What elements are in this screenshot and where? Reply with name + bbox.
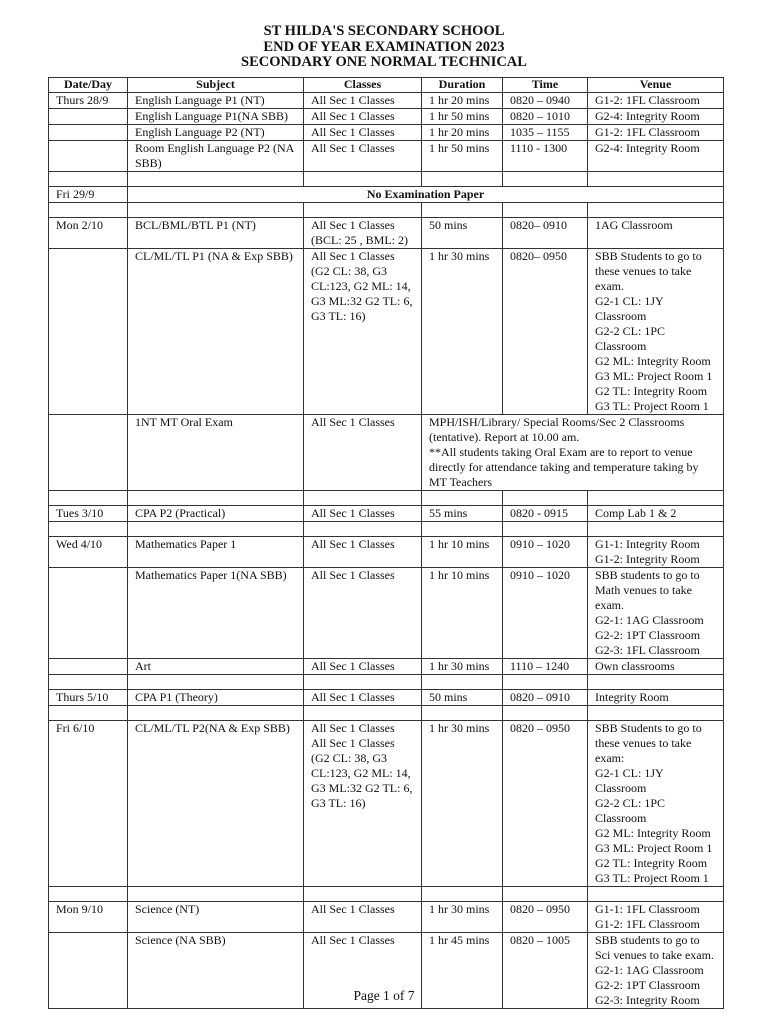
subject-cell: Art [128, 659, 304, 675]
venue-line: **All students taking Oral Exam are to report to venue directly for attendance taking and temperature taking by MT Teachers [429, 445, 699, 489]
time-cell: 0820– 0910 [503, 218, 588, 249]
document-header [0, 24, 768, 71]
venue-cell [588, 537, 724, 568]
duration-cell: 1 hr 30 mins [422, 659, 503, 675]
date-cell [49, 125, 128, 141]
venue-line: MPH/ISH/Library/ Special Rooms/Sec 2 Classrooms (tentative). Report at 10.00 am. [429, 415, 685, 444]
classes-cell: All Sec 1 Classes [304, 506, 422, 522]
venue-line: G1-1: 1FL Classroom [595, 902, 700, 916]
spacer-row [49, 706, 724, 721]
column-header-subject: Subject [128, 78, 304, 93]
venue-line: G2-2: 1PT Classroom [595, 978, 701, 992]
subject-cell: Mathematics Paper 1 [128, 537, 304, 568]
date-cell [49, 109, 128, 125]
venue-line: G1-1: Integrity Room [595, 537, 700, 551]
classes-cell: All Sec 1 Classes [304, 109, 422, 125]
spacer-row [49, 172, 724, 187]
subject-cell: Room English Language P2 (NA SBB) [128, 141, 304, 172]
duration-cell: 1 hr 20 mins [422, 93, 503, 109]
table-row [49, 249, 724, 415]
venue-line: G2-1 CL: 1JY Classroom [595, 294, 664, 323]
table-row [49, 187, 724, 203]
venue-line: G2-1: 1AG Classroom [595, 963, 704, 977]
time-cell: 0820 – 0950 [503, 721, 588, 887]
date-cell [49, 141, 128, 172]
column-header-duration: Duration [422, 78, 503, 93]
table-row [49, 568, 724, 659]
spacer-row [49, 522, 724, 537]
spacer-row [49, 887, 724, 902]
table-row [49, 109, 724, 125]
column-header-time: Time [503, 78, 588, 93]
classes-line: All Sec 1 Classes [311, 721, 395, 735]
time-cell: 0820 – 0950 [503, 902, 588, 933]
table-row [49, 537, 724, 568]
duration-cell: 1 hr 50 mins [422, 109, 503, 125]
date-cell: Tues 3/10 [49, 506, 128, 522]
venue-cell: Integrity Room [588, 690, 724, 706]
venue-line: G2-3: 1FL Classroom [595, 643, 700, 657]
venue-cell [588, 902, 724, 933]
time-cell: 1110 - 1300 [503, 141, 588, 172]
venue-line: G2-2 CL: 1PC Classroom [595, 324, 666, 353]
venue-line: G3 TL: Project Room 1 [595, 399, 709, 413]
venue-line: G1-2: 1FL Classroom [595, 917, 700, 931]
date-cell: Thurs 5/10 [49, 690, 128, 706]
duration-cell: 1 hr 45 mins [422, 933, 503, 1009]
page-number: Page 1 of 7 [353, 988, 415, 1003]
venue-cell [588, 568, 724, 659]
venue-line: SBB students to go to Sci venues to take exam. [595, 933, 714, 962]
subject-cell: Science (NT) [128, 902, 304, 933]
table-row [49, 218, 724, 249]
duration-cell: 55 mins [422, 506, 503, 522]
subject-cell: 1NT MT Oral Exam [128, 415, 304, 491]
classes-cell: All Sec 1 Classes [304, 415, 422, 491]
date-cell [49, 659, 128, 675]
venue-line: SBB students to go to Math venues to take exam. [595, 568, 700, 612]
duration-cell: 50 mins [422, 218, 503, 249]
date-cell: Thurs 28/9 [49, 93, 128, 109]
school-name: ST HILDA'S SECONDARY SCHOOL [263, 23, 505, 39]
venue-line: G2-1 CL: 1JY Classroom [595, 766, 664, 795]
table-row [49, 659, 724, 675]
no-exam-note: No Examination Paper [128, 187, 724, 203]
classes-cell: All Sec 1 Classes (BCL: 25 , BML: 2) [304, 218, 422, 249]
level-title: SECONDARY ONE NORMAL TECHNICAL [241, 54, 527, 70]
time-cell: 1035 – 1155 [503, 125, 588, 141]
venue-line: G2-3: Integrity Room [595, 993, 700, 1007]
table-row [49, 506, 724, 522]
duration-cell: 1 hr 30 mins [422, 902, 503, 933]
table-row [49, 93, 724, 109]
time-cell: 0820 – 1005 [503, 933, 588, 1009]
classes-cell: All Sec 1 Classes [304, 902, 422, 933]
classes-cell: All Sec 1 Classes [304, 659, 422, 675]
venue-cell [588, 249, 724, 415]
duration-cell: 50 mins [422, 690, 503, 706]
classes-line: All Sec 1 Classes (G2 CL: 38, G3 CL:123, G2 ML: 14, G3 ML:32 G2 TL: 6, G3 TL: 16) [311, 736, 413, 810]
duration-cell: 1 hr 10 mins [422, 537, 503, 568]
spacer-row [49, 491, 724, 506]
venue-cell: G1-2: 1FL Classroom [588, 125, 724, 141]
subject-cell: English Language P1 (NT) [128, 93, 304, 109]
venue-cell [588, 721, 724, 887]
exam-title: END OF YEAR EXAMINATION 2023 [263, 38, 505, 55]
time-cell: 0820 – 0910 [503, 690, 588, 706]
venue-cell: G1-2: 1FL Classroom [588, 93, 724, 109]
classes-cell: All Sec 1 Classes [304, 690, 422, 706]
time-cell: 1110 – 1240 [503, 659, 588, 675]
classes-cell: All Sec 1 Classes [304, 933, 422, 1009]
subject-cell: CPA P1 (Theory) [128, 690, 304, 706]
subject-cell: CPA P2 (Practical) [128, 506, 304, 522]
venue-cell: Comp Lab 1 & 2 [588, 506, 724, 522]
classes-cell: All Sec 1 Classes [304, 125, 422, 141]
table-header-row [49, 78, 724, 93]
subject-cell: English Language P1(NA SBB) [128, 109, 304, 125]
venue-line: G3 ML: Project Room 1 [595, 369, 713, 383]
exam-schedule-table [48, 77, 724, 1009]
date-cell [49, 249, 128, 415]
table-row [49, 141, 724, 172]
time-cell: 0820 – 0940 [503, 93, 588, 109]
column-header-date: Date/Day [49, 78, 128, 93]
venue-line: G1-2: Integrity Room [595, 552, 700, 566]
venue-cell: G2-4: Integrity Room [588, 109, 724, 125]
classes-cell: All Sec 1 Classes [304, 568, 422, 659]
venue-line: G3 ML: Project Room 1 [595, 841, 713, 855]
table-row [49, 902, 724, 933]
subject-cell: CL/ML/TL P1 (NA & Exp SBB) [128, 249, 304, 415]
classes-cell: All Sec 1 Classes [304, 537, 422, 568]
spacer-row [49, 675, 724, 690]
date-cell: Mon 9/10 [49, 902, 128, 933]
date-cell: Fri 6/10 [49, 721, 128, 887]
venue-cell: 1AG Classroom [588, 218, 724, 249]
column-header-venue: Venue [588, 78, 724, 93]
venue-line: G2-2: 1PT Classroom [595, 628, 701, 642]
subject-cell: Science (NA SBB) [128, 933, 304, 1009]
duration-cell: 1 hr 20 mins [422, 125, 503, 141]
venue-line: G2-2 CL: 1PC Classroom [595, 796, 666, 825]
spacer-row [49, 203, 724, 218]
oral-exam-venue-note [422, 415, 724, 491]
column-header-classes: Classes [304, 78, 422, 93]
classes-cell: All Sec 1 Classes (G2 CL: 38, G3 CL:123, G2 ML: 14, G3 ML:32 G2 TL: 6, G3 TL: 16) [304, 249, 422, 415]
venue-line: SBB Students to go to these venues to take exam: [595, 721, 702, 765]
subject-cell: English Language P2 (NT) [128, 125, 304, 141]
table-row [49, 690, 724, 706]
venue-line: G2 ML: Integrity Room [595, 826, 711, 840]
venue-line: SBB Students to go to these venues to take exam. [595, 249, 702, 293]
time-cell: 0910 – 1020 [503, 568, 588, 659]
table-row [49, 415, 724, 491]
duration-cell: 1 hr 50 mins [422, 141, 503, 172]
table-row [49, 125, 724, 141]
date-cell: Wed 4/10 [49, 537, 128, 568]
classes-cell [304, 721, 422, 887]
time-cell: 0820– 0950 [503, 249, 588, 415]
subject-cell: BCL/BML/BTL P1 (NT) [128, 218, 304, 249]
venue-cell: G2-4: Integrity Room [588, 141, 724, 172]
venue-line: G2 TL: Integrity Room [595, 856, 708, 870]
date-cell: Fri 29/9 [49, 187, 128, 203]
time-cell: 0820 – 1010 [503, 109, 588, 125]
classes-cell: All Sec 1 Classes [304, 141, 422, 172]
classes-cell: All Sec 1 Classes [304, 93, 422, 109]
date-cell [49, 568, 128, 659]
date-cell: Mon 2/10 [49, 218, 128, 249]
duration-cell: 1 hr 10 mins [422, 568, 503, 659]
venue-line: G2 ML: Integrity Room [595, 354, 711, 368]
duration-cell: 1 hr 30 mins [422, 249, 503, 415]
subject-cell: Mathematics Paper 1(NA SBB) [128, 568, 304, 659]
date-cell [49, 415, 128, 491]
subject-cell: CL/ML/TL P2(NA & Exp SBB) [128, 721, 304, 887]
venue-line: G3 TL: Project Room 1 [595, 871, 709, 885]
table-row [49, 721, 724, 887]
venue-cell: Own classrooms [588, 659, 724, 675]
venue-line: G2-1: 1AG Classroom [595, 613, 704, 627]
venue-line: G2 TL: Integrity Room [595, 384, 708, 398]
time-cell: 0820 - 0915 [503, 506, 588, 522]
duration-cell: 1 hr 30 mins [422, 721, 503, 887]
time-cell: 0910 – 1020 [503, 537, 588, 568]
